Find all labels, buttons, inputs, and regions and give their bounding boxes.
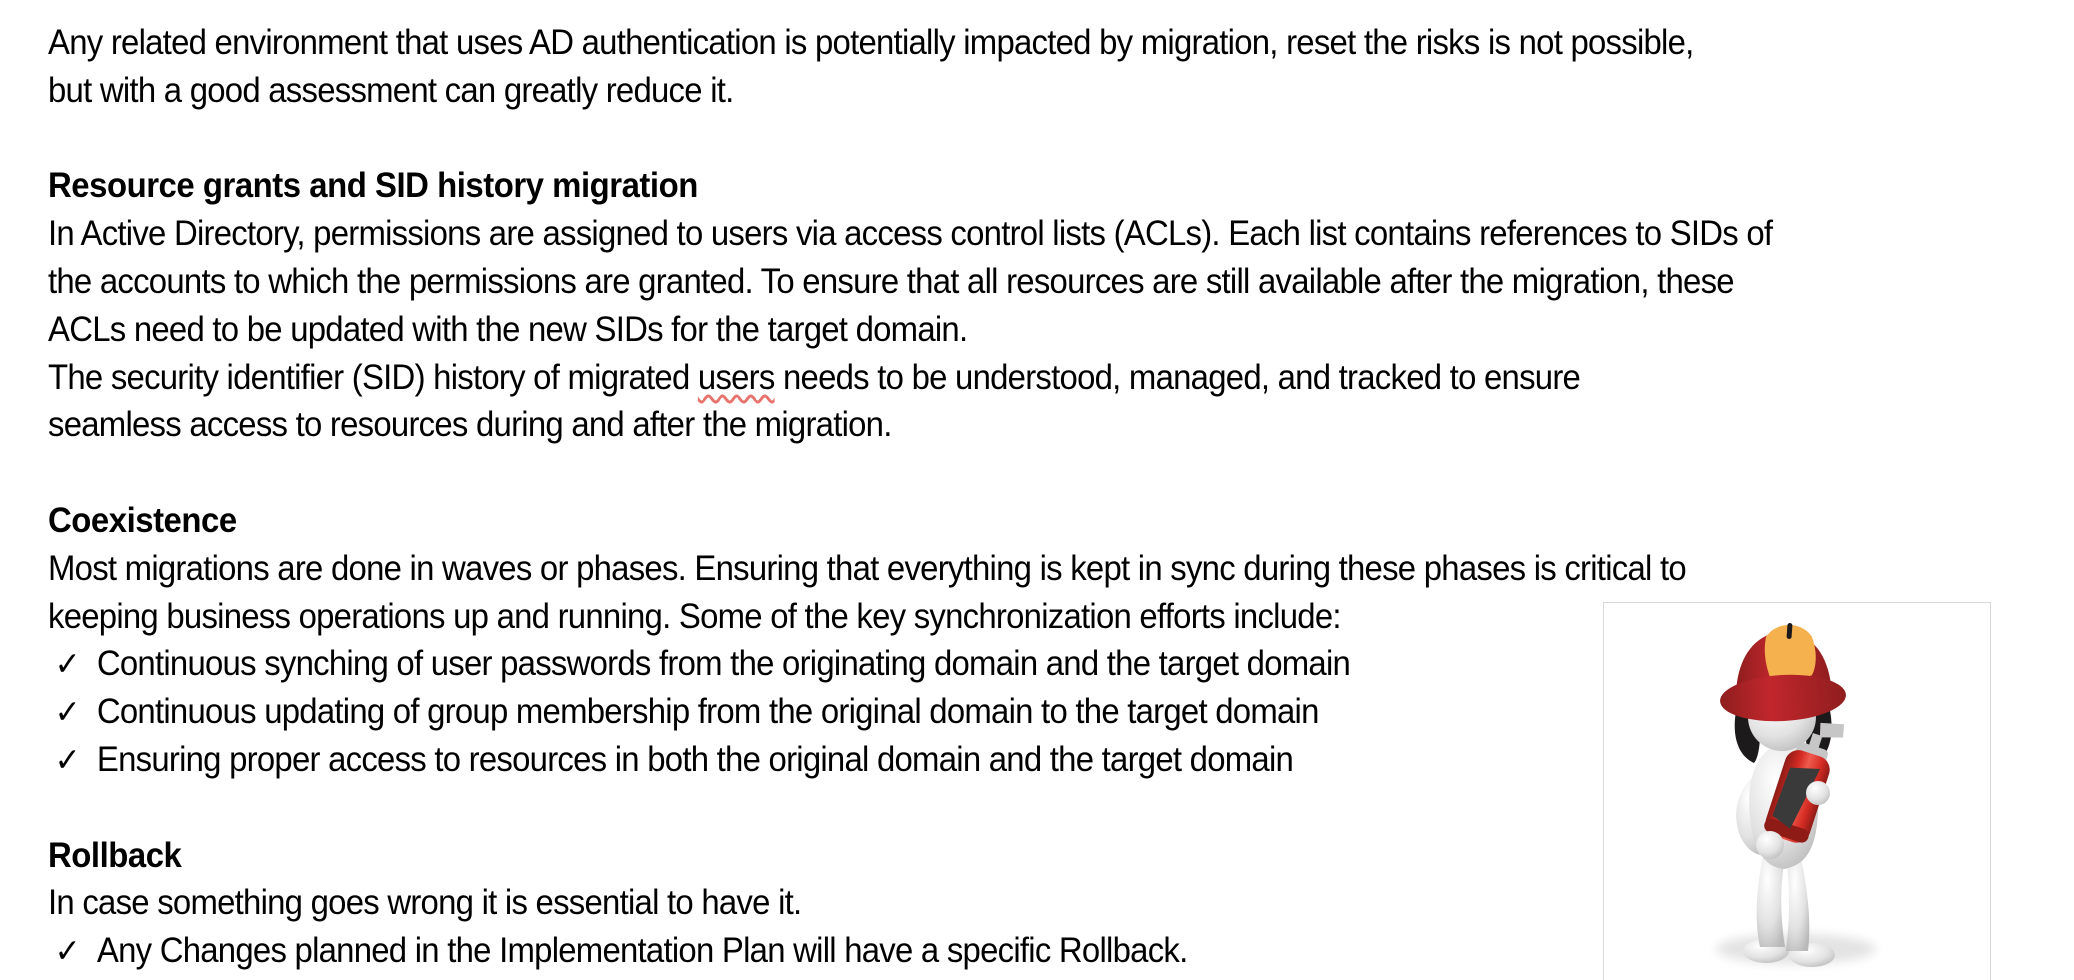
section-heading: Coexistence [48, 500, 237, 540]
blank-line [48, 449, 1947, 497]
firefighter-clipart-image[interactable] [1603, 602, 1991, 980]
checklist-item-text: Ensuring proper access to resources in both the original domain and the target domain [96, 739, 1294, 779]
text-line: keeping business operations up and running. Some of the key synchronization efforts include: [48, 596, 1341, 636]
text-line: In Active Directory, permissions are assigned to users via access control lists (ACLs). Each list contains references to SIDs of [48, 214, 1773, 254]
text-line: ACLs need to be updated with the new SIDs for the target domain. [48, 309, 968, 349]
checkmark-icon: ✓ [54, 739, 80, 779]
misspelled-word: users [697, 357, 775, 397]
checkmark-icon: ✓ [54, 644, 80, 684]
blank-line [48, 115, 1947, 163]
text-line: but with a good assessment can greatly reduce it. [48, 70, 734, 110]
checkmark-icon: ✓ [54, 931, 80, 971]
firefighter-figure-graphic [1604, 603, 1990, 980]
checklist-item-text: Continuous updating of group membership from the original domain to the target domain [96, 692, 1319, 732]
text-segment: needs to be understood, managed, and tracked to ensure [774, 357, 1581, 397]
checklist-item-text: Any Changes planned in the Implementation Plan will have a specific Rollback. [96, 931, 1188, 971]
text-line: the accounts to which the permissions are granted. To ensure that all resources are still available after the migration, these [48, 261, 1734, 301]
text-line: seamless access to resources during and after the migration. [48, 405, 892, 445]
text-line: Most migrations are done in waves or phases. Ensuring that everything is kept in sync during these phases is critical to [48, 548, 1686, 588]
checklist-item-text: Continuous synching of user passwords from the originating domain and the target domain [96, 644, 1351, 684]
checkmark-icon: ✓ [54, 692, 80, 732]
section-heading: Rollback [48, 835, 182, 875]
text-line: In case something goes wrong it is essential to have it. [48, 883, 802, 923]
section-heading: Resource grants and SID history migration [48, 166, 698, 206]
text-line: Any related environment that uses AD authentication is potentially impacted by migration, reset the risks is not possible, [48, 23, 1694, 62]
text-line [48, 354, 1947, 402]
text-segment: The security identifier (SID) history of migrated [48, 357, 698, 397]
